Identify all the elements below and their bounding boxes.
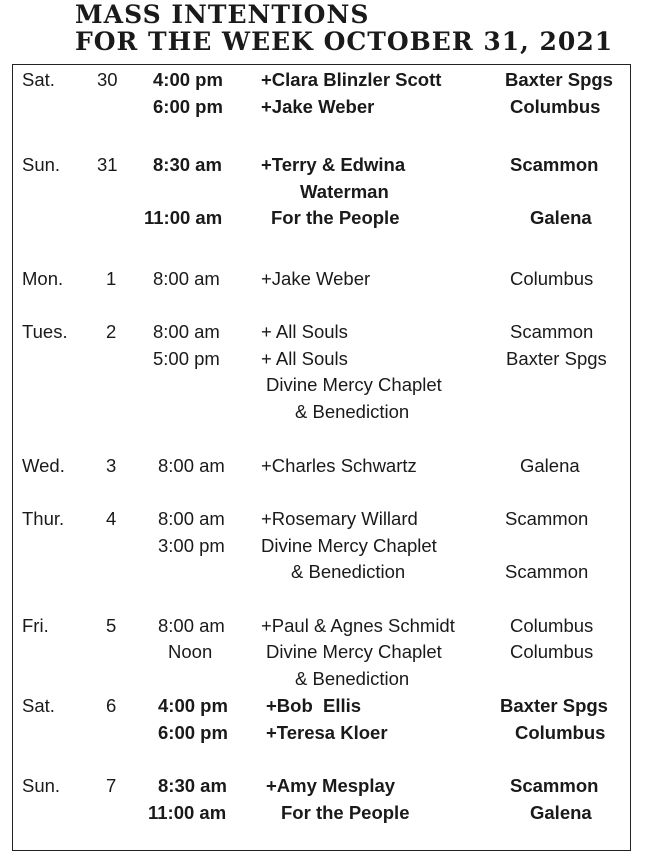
day-label: Thur.	[22, 508, 65, 529]
mass-intention: + All Souls	[261, 321, 348, 342]
day-date: 2	[106, 321, 117, 342]
mass-location: Galena	[530, 802, 592, 823]
mass-time: 8:00 am	[153, 321, 220, 342]
mass-intention: +Jake Weber	[261, 96, 375, 117]
mass-location: Columbus	[510, 96, 601, 117]
mass-time: 8:00 am	[158, 455, 225, 476]
mass-time: 8:00 am	[158, 615, 225, 636]
mass-location: Scammon	[510, 154, 599, 175]
mass-intention-cont: & Benediction	[291, 561, 406, 582]
day-label: Sun.	[22, 775, 61, 796]
mass-intention: Divine Mercy Chaplet	[261, 535, 437, 556]
mass-location: Galena	[530, 207, 592, 228]
mass-location: Columbus	[510, 268, 594, 289]
day-label: Sat.	[22, 69, 55, 90]
day-date: 30	[97, 69, 118, 90]
mass-location: Baxter Spgs	[506, 348, 607, 369]
day-date: 5	[106, 615, 117, 636]
mass-location: Galena	[520, 455, 580, 476]
mass-location: Baxter Spgs	[500, 695, 608, 716]
mass-time: Noon	[168, 641, 213, 662]
mass-intention-cont: & Benediction	[295, 401, 410, 422]
mass-intention-cont: & Benediction	[295, 668, 410, 689]
day-date: 3	[106, 455, 117, 476]
day-label: Tues.	[22, 321, 68, 342]
mass-time: 8:00 am	[158, 508, 225, 529]
mass-intention: +Teresa Kloer	[266, 722, 388, 743]
page-title: MASS INTENTIONS	[75, 0, 370, 29]
mass-location: Columbus	[510, 615, 594, 636]
mass-intention-cont: Waterman	[300, 181, 389, 202]
day-label: Wed.	[22, 455, 65, 476]
mass-intention: +Jake Weber	[261, 268, 371, 289]
mass-intention: +Paul & Agnes Schmidt	[261, 615, 455, 636]
day-label: Fri.	[22, 615, 49, 636]
mass-location: Scammon	[505, 561, 589, 582]
mass-location: Baxter Spgs	[505, 69, 613, 90]
mass-intention: +Amy Mesplay	[266, 775, 396, 796]
mass-time: 11:00 am	[144, 207, 223, 228]
mass-time: 8:00 am	[153, 268, 220, 289]
day-date: 31	[97, 154, 118, 175]
day-label: Sun.	[22, 154, 61, 175]
day-date: 1	[106, 268, 117, 289]
mass-intention: +Rosemary Willard	[261, 508, 418, 529]
mass-location: Scammon	[505, 508, 589, 529]
mass-intention: +Terry & Edwina	[261, 154, 406, 175]
mass-intention: For the People	[281, 802, 410, 823]
mass-location: Scammon	[510, 321, 594, 342]
day-date: 4	[106, 508, 117, 529]
mass-intention: +Clara Blinzler Scott	[261, 69, 442, 90]
mass-location: Columbus	[510, 641, 594, 662]
mass-time: 4:00 pm	[158, 695, 228, 716]
mass-time: 3:00 pm	[158, 535, 225, 556]
mass-intention: +Bob Ellis	[266, 695, 362, 716]
mass-time: 4:00 pm	[153, 69, 223, 90]
day-label: Mon.	[22, 268, 64, 289]
mass-time: 11:00 am	[148, 802, 227, 823]
mass-location: Columbus	[515, 722, 606, 743]
mass-intention: For the People	[271, 207, 400, 228]
day-date: 7	[106, 775, 117, 796]
mass-time: 8:30 am	[153, 154, 222, 175]
mass-time: 6:00 pm	[158, 722, 228, 743]
mass-intention: + All Souls	[261, 348, 348, 369]
mass-location: Scammon	[510, 775, 599, 796]
day-date: 6	[106, 695, 117, 716]
mass-time: 5:00 pm	[153, 348, 220, 369]
mass-intention: Divine Mercy Chaplet	[266, 641, 442, 662]
mass-time: 6:00 pm	[153, 96, 223, 117]
mass-time: 8:30 am	[158, 775, 227, 796]
mass-intention: +Charles Schwartz	[261, 455, 417, 476]
day-label: Sat.	[22, 695, 55, 716]
mass-intention: Divine Mercy Chaplet	[266, 374, 442, 395]
page-subtitle: FOR THE WEEK OCTOBER 31, 2021	[75, 27, 614, 56]
